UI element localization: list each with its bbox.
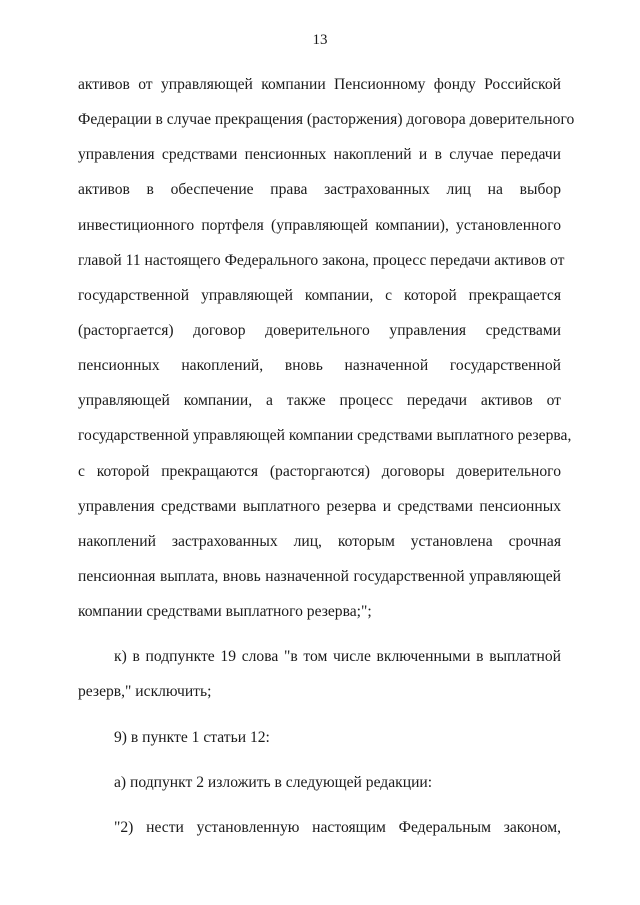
text-line: управляющей компании, а также процесс передачи активов от [78, 392, 561, 410]
text-line: инвестиционного портфеля (управляющей компании), установленного [78, 216, 561, 234]
text-line: а) подпункт 2 изложить в следующей редакции: [114, 773, 433, 791]
text-line: пенсионная выплата, вновь назначенной государственной управляющей [78, 567, 561, 585]
text-line: "2) нести установленную настоящим Федеральным законом, [114, 818, 561, 836]
text-line: с которой прекращаются (расторгаются) договоры доверительного [78, 462, 561, 480]
text-line: управления средствами пенсионных накоплений и в случае передачи [78, 146, 561, 164]
text-line: главой 11 настоящего Федерального закона, процесс передачи активов от [78, 251, 565, 269]
page-number: 13 [312, 32, 328, 48]
paragraph [78, 765, 561, 800]
text-line: накоплений застрахованных лиц, которым установлена срочная [78, 532, 561, 550]
paragraph-gap [78, 800, 561, 810]
text-line: государственной управляющей компании, с которой прекращается [78, 286, 561, 304]
paragraph-gap [78, 629, 561, 639]
paragraph-gap [78, 755, 561, 765]
text-line: к) в подпункте 19 слова "в том числе включенными в выплатной [114, 648, 561, 666]
paragraph [78, 810, 561, 845]
document-body [78, 67, 575, 845]
text-line: активов от управляющей компании Пенсионному фонду Российской [78, 76, 561, 93]
text-line: резерв," исключить; [78, 683, 212, 701]
paragraph [78, 67, 575, 629]
text-line: компании средствами выплатного резерва;"; [78, 603, 372, 621]
text-line: пенсионных накоплений, вновь назначенной государственной [78, 357, 561, 375]
text-line: 9) в пункте 1 статьи 12: [114, 728, 270, 746]
paragraph [78, 639, 561, 709]
paragraph [78, 720, 561, 755]
text-line: (расторгается) договор доверительного управления средствами [78, 321, 561, 339]
text-line: активов в обеспечение права застрахованных лиц на выбор [78, 181, 561, 199]
text-line: Федерации в случае прекращения (расторжения) договора доверительного [78, 111, 575, 129]
text-line: государственной управляющей компании средствами выплатного резерва, [78, 427, 572, 445]
paragraph-gap [78, 710, 561, 720]
text-line: управления средствами выплатного резерва и средствами пенсионных [78, 497, 561, 515]
